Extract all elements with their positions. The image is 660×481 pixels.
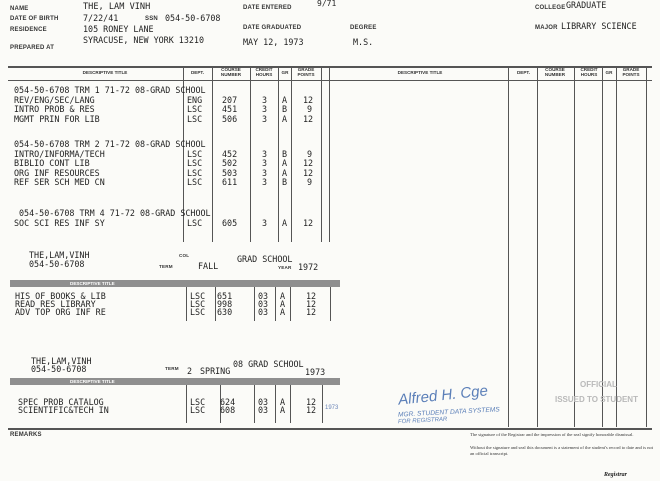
col-dept-left: DEPT.: [190, 70, 205, 75]
sticker-course-hrs: 03: [258, 299, 269, 309]
rule-hours-left: [250, 67, 251, 242]
course-hrs: 3: [262, 94, 268, 105]
sticker-spring-name: THE,LAM,VINH: [31, 356, 92, 366]
sticker-fall-rule-6: [330, 287, 331, 321]
term-header: 054-50-6708 TRM 4 71-72 08-GRAD SCHOOL: [19, 208, 211, 218]
sticker-fall-rule-2: [215, 287, 216, 321]
sticker-spring-band: [10, 378, 340, 385]
ssn-value: 054-50-6708: [165, 13, 221, 23]
course-pts: 9: [307, 104, 313, 115]
course-num: 452: [222, 148, 238, 159]
sticker-course-gr: A: [280, 397, 286, 407]
course-dept: LSC: [187, 158, 203, 169]
course-pts: 12: [303, 94, 314, 105]
sticker-course-dept: LSC: [190, 291, 206, 301]
course-pts: 9: [307, 177, 313, 188]
remarks-label: REMARKS: [10, 432, 42, 438]
col-grade-points-right: GRADE POINTS: [622, 67, 640, 77]
residence-label: RESIDENCE: [10, 27, 47, 33]
sticker-fall-term-label: TERM: [159, 264, 173, 269]
major-label: MAJOR: [535, 25, 558, 31]
course-dept: LSC: [187, 104, 203, 115]
col-course-number-left: COURSE NUMBER: [220, 67, 242, 77]
course-num: 207: [222, 94, 238, 105]
course-gr: B: [282, 104, 288, 115]
ssn-label: SSN: [145, 16, 158, 22]
course-hrs: 3: [262, 217, 268, 228]
course-gr: B: [282, 148, 288, 159]
dob-label: DATE OF BIRTH: [10, 16, 59, 22]
course-title: MGMT PRIN FOR LIB: [14, 113, 100, 124]
sticker-course-pts: 12: [306, 307, 317, 317]
sticker-fall-col-label: COL: [179, 253, 190, 258]
rule-mid-b: [329, 67, 330, 242]
rule-course-left: [212, 67, 213, 242]
course-gr: B: [282, 177, 288, 188]
course-title: BIBLIO CONT LIB: [14, 158, 90, 169]
sticker-course-gr: A: [280, 405, 286, 415]
sticker-fall-school: GRAD SCHOOL: [237, 254, 293, 264]
sticker-fall-rule-3: [254, 287, 255, 321]
footer-note-2: Without the signature and seal this document is a statement of the student's record to date and is not an official transcript.: [470, 445, 654, 456]
sticker-course-title: READ RES LIBRARY: [15, 299, 96, 309]
course-hrs: 3: [262, 113, 268, 124]
rule-gr-left: [278, 67, 279, 242]
sticker-spring-school: 08 GRAD SCHOOL: [233, 359, 304, 369]
date-entered-label: DATE ENTERED: [243, 5, 292, 11]
sticker-course-num: 651: [217, 291, 233, 301]
sticker-spring-term-label: TERM: [165, 366, 179, 371]
sticker-course-pts: 12: [306, 397, 317, 407]
sticker-course-gr: A: [280, 299, 286, 309]
course-dept: LSC: [187, 167, 203, 178]
rule-course-right: [537, 67, 538, 427]
sticker-spring-rule-4: [275, 385, 276, 423]
sticker-course-pts: 12: [306, 405, 317, 415]
sticker-spring-rule-3: [254, 385, 255, 423]
stamp-line-1: OFFICIAL: [580, 380, 617, 389]
sticker-spring-rule-5: [290, 385, 291, 423]
name-value: THE, LAM VINH: [83, 2, 151, 12]
signature-script: Alfred H. Cge: [397, 382, 489, 409]
sticker-fall-rule-4: [275, 287, 276, 321]
sticker-spring-ssn: 054-50-6708: [31, 364, 87, 374]
sticker-course-num: 998: [217, 299, 233, 309]
name-label: NAME: [10, 6, 29, 12]
rule-gr-right: [602, 67, 603, 427]
term-header: 054-50-6708 TRM 2 71-72 08-GRAD SCHOOL: [14, 139, 206, 149]
sticker-course-dept: LSC: [190, 307, 206, 317]
col-grade-points-left: GRADE POINTS: [297, 67, 315, 77]
sticker-spring-term-num: 2: [187, 366, 193, 376]
rule-mid-a: [321, 67, 322, 242]
course-hrs: 3: [262, 177, 268, 188]
course-num: 451: [222, 104, 238, 115]
course-dept: LSC: [187, 148, 203, 159]
prepared-label: PREPARED AT: [10, 45, 55, 51]
course-hrs: 3: [262, 104, 268, 115]
footer-rule: [8, 428, 652, 430]
col-credit-hours-right: CREDIT HOURS: [580, 67, 598, 77]
rule-hours-right: [574, 67, 575, 427]
sticker-course-pts: 12: [306, 299, 317, 309]
sticker-spring-year: 1973: [305, 367, 326, 377]
course-hrs: 3: [262, 158, 268, 169]
sticker-course-title: HIS OF BOOKS & LIB: [15, 291, 106, 301]
course-title: INTRO PROB & RES: [14, 104, 95, 115]
sticker-course-title: SPEC PROB CATALOG: [18, 397, 104, 407]
course-pts: 12: [303, 217, 314, 228]
sticker-spring-band-label: DESCRIPTIVE TITLE: [70, 379, 115, 384]
sticker-course-hrs: 03: [258, 405, 269, 415]
course-num: 502: [222, 158, 238, 169]
course-num: 605: [222, 217, 238, 228]
sticker-course-dept: LSC: [190, 299, 206, 309]
residence-line1: 105 RONEY LANE: [83, 24, 154, 34]
sticker-course-pts: 12: [306, 291, 317, 301]
sticker-course-num: 630: [217, 307, 233, 317]
sticker-course-hrs: 03: [258, 307, 269, 317]
sticker-spring-term: SPRING: [200, 366, 231, 376]
course-num: 503: [222, 167, 238, 178]
course-gr: A: [282, 113, 288, 124]
date-graduated-label: DATE GRADUATED: [243, 25, 302, 31]
course-title: REV/ENG/SEC/LANG: [14, 94, 95, 105]
sticker-fall-rule-5: [290, 287, 291, 321]
sticker-fall-term: FALL: [198, 261, 219, 271]
footer-note-1: The signature of the Registrar and the impression of the seal signify honorable dismissal.: [470, 432, 634, 437]
sticker-course-hrs: 03: [258, 397, 269, 407]
col-course-number-right: COURSE NUMBER: [544, 67, 566, 77]
sticker-fall-year-label: YEAR: [278, 265, 292, 270]
sticker-fall-year: 1972: [298, 262, 319, 272]
course-title: INTRO/INFORMA/TECH: [14, 148, 105, 159]
col-gr-right: GR: [605, 70, 613, 75]
degree-value: M.S.: [353, 37, 374, 47]
course-gr: A: [282, 158, 288, 169]
course-dept: LSC: [187, 217, 203, 228]
col-descriptive-title-left: DESCRIPTIVE TITLE: [82, 70, 128, 75]
college-value: GRADUATE: [566, 0, 607, 10]
sticker-course-num: 608: [220, 405, 236, 415]
course-gr: A: [282, 94, 288, 105]
sticker-course-title: SCIENTIFIC&TECH IN: [18, 405, 109, 415]
sticker-fall-band: [10, 280, 340, 287]
term-header: 054-50-6708 TRM 1 71-72 08-GRAD SCHOOL: [14, 85, 206, 95]
sticker-fall-name: THE,LAM,VINH: [29, 250, 90, 260]
col-descriptive-title-right: DESCRIPTIVE TITLE: [397, 70, 443, 75]
signature-title-1: MGR. STUDENT DATA SYSTEMS: [397, 406, 500, 419]
course-dept: LSC: [187, 113, 203, 124]
course-num: 611: [222, 177, 238, 188]
course-hrs: 3: [262, 167, 268, 178]
sticker-spring-rule-1: [186, 385, 187, 423]
sticker-spring-side-year: 1973: [325, 405, 339, 411]
table-header-rule: [8, 80, 652, 81]
sticker-fall-band-label: DESCRIPTIVE TITLE: [70, 281, 115, 286]
course-pts: 12: [303, 113, 314, 124]
sticker-course-gr: A: [280, 307, 286, 317]
course-gr: A: [282, 167, 288, 178]
course-dept: ENG: [187, 94, 203, 105]
residence-line2: SYRACUSE, NEW YORK 13210: [83, 35, 205, 45]
date-entered-value: 9/71: [317, 0, 337, 8]
course-title: SOC SCI RES INF SY: [14, 217, 105, 228]
sticker-course-dept: LSC: [190, 397, 206, 407]
sticker-spring-rule-6: [322, 385, 323, 423]
col-dept-right: DEPT.: [516, 70, 531, 75]
sticker-fall-ssn: 054-50-6708: [29, 259, 85, 269]
sticker-course-num: 624: [220, 397, 236, 407]
course-title: ORG INF RESOURCES: [14, 167, 100, 178]
col-credit-hours-left: CREDIT HOURS: [255, 67, 273, 77]
rule-end-right: [646, 67, 647, 427]
signature-title-2: FOR REGISTRAR: [397, 416, 448, 426]
sticker-course-dept: LSC: [190, 405, 206, 415]
course-gr: A: [282, 217, 288, 228]
sticker-course-gr: A: [280, 291, 286, 301]
major-value: LIBRARY SCIENCE: [561, 21, 637, 31]
col-gr-left: GR: [281, 70, 289, 75]
course-num: 506: [222, 113, 238, 124]
college-label: COLLEGE: [535, 5, 566, 11]
course-pts: 9: [307, 148, 313, 159]
course-title: REF SER SCH MED CN: [14, 177, 105, 188]
rule-points-left: [291, 67, 292, 242]
sticker-course-hrs: 03: [258, 291, 269, 301]
rule-dept-right: [508, 67, 509, 427]
date-graduated-value: MAY 12, 1973: [243, 37, 304, 47]
course-pts: 12: [303, 158, 314, 169]
stamp-line-2: ISSUED TO STUDENT: [555, 395, 638, 404]
rule-points-right: [616, 67, 617, 427]
course-hrs: 3: [262, 148, 268, 159]
degree-label: DEGREE: [350, 25, 377, 31]
course-pts: 12: [303, 167, 314, 178]
registrar-label: Registrar: [604, 472, 628, 478]
dob-value: 7/22/41: [83, 13, 119, 23]
sticker-fall-rule-1: [186, 287, 187, 321]
course-dept: LSC: [187, 177, 203, 188]
sticker-course-title: ADV TOP ORG INF RE: [15, 307, 106, 317]
